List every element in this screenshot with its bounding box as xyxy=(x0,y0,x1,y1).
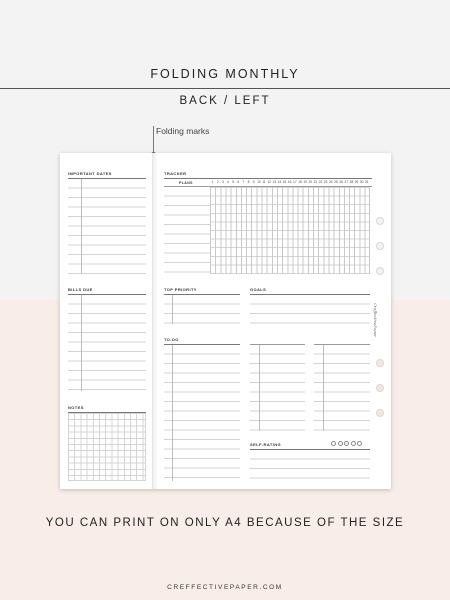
day-25: 25 xyxy=(334,180,338,184)
top-priority-label: TOP PRIORITY xyxy=(164,287,197,292)
rating-circle-1[interactable] xyxy=(331,441,336,446)
day-11: 11 xyxy=(262,180,266,184)
day-10: 10 xyxy=(257,180,261,184)
plans-label: PLANS xyxy=(179,181,193,185)
bills-due-lines xyxy=(68,295,146,391)
day-12: 12 xyxy=(267,180,271,184)
day-7: 7 xyxy=(242,180,245,184)
to-do-label: TO-DO xyxy=(164,337,179,342)
day-5: 5 xyxy=(232,180,235,184)
day-17: 17 xyxy=(293,180,297,184)
day-15: 15 xyxy=(282,180,287,184)
binder-hole-3 xyxy=(376,267,384,275)
self-rating-lines xyxy=(250,450,370,481)
day-2: 2 xyxy=(216,180,219,184)
day-21: 21 xyxy=(313,180,318,184)
day-30: 30 xyxy=(359,180,364,184)
tracker-label: TRACKER xyxy=(164,171,187,176)
day-6: 6 xyxy=(237,180,240,184)
fold-shadow xyxy=(153,153,158,489)
binder-hole-6 xyxy=(376,409,384,417)
website-footer[interactable]: CREFFECTIVEPAPER.COM xyxy=(167,584,283,591)
day-22: 22 xyxy=(318,180,323,184)
important-dates-column xyxy=(81,179,82,274)
day-19: 19 xyxy=(303,180,307,184)
day-1: 1 xyxy=(211,180,214,184)
notes-grid xyxy=(68,413,146,481)
day-26: 26 xyxy=(339,180,343,184)
top-priority-column xyxy=(172,295,173,324)
binder-hole-4 xyxy=(376,359,384,367)
title-divider xyxy=(0,88,450,89)
notes-label: NOTES xyxy=(68,405,84,410)
day-4: 4 xyxy=(227,180,229,184)
rating-circle-2[interactable] xyxy=(338,441,343,446)
to-do-column xyxy=(172,345,173,481)
page-subtitle: BACK / LEFT xyxy=(179,95,271,107)
day-8: 8 xyxy=(247,180,250,184)
day-13: 13 xyxy=(272,180,277,184)
tracker-grid xyxy=(210,187,370,274)
binder-hole-5 xyxy=(376,384,384,392)
day-16: 16 xyxy=(287,180,292,184)
top-priority-lines xyxy=(164,295,240,324)
brand-script-mark: CreffectivePaper xyxy=(373,303,378,338)
self-rating-label: SELF-RATING xyxy=(250,442,281,447)
day-28: 28 xyxy=(349,180,354,184)
tracker-plan-lines xyxy=(164,187,210,274)
to-do-right-column xyxy=(323,345,324,431)
important-dates-label: IMPORTANT DATES xyxy=(68,171,112,176)
day-27: 27 xyxy=(344,180,348,184)
day-31: 31 xyxy=(365,180,369,184)
day-3: 3 xyxy=(221,180,224,184)
day-18: 18 xyxy=(298,180,302,184)
important-dates-lines xyxy=(68,179,146,274)
to-do-middle-column xyxy=(259,345,260,431)
tracker-day-numbers xyxy=(210,180,369,184)
day-24: 24 xyxy=(329,180,333,184)
goals-lines xyxy=(250,295,370,324)
day-29: 29 xyxy=(354,180,359,184)
self-rating-circles xyxy=(331,441,362,446)
rating-circle-5[interactable] xyxy=(357,441,362,446)
goals-label: GOALS xyxy=(250,287,267,292)
day-9: 9 xyxy=(252,180,255,184)
day-20: 20 xyxy=(308,180,313,184)
planner-sheet xyxy=(60,153,391,489)
rating-circle-4[interactable] xyxy=(351,441,356,446)
bills-due-column xyxy=(81,295,82,391)
folding-marks-pointer xyxy=(153,126,154,154)
bills-due-label: BILLS DUE xyxy=(68,287,93,292)
to-do-lines xyxy=(164,345,240,481)
print-size-caption: YOU CAN PRINT ON ONLY A4 BECAUSE OF THE SIZE xyxy=(45,517,405,529)
page-title: FOLDING MONTHLY xyxy=(150,67,300,81)
day-23: 23 xyxy=(323,180,328,184)
day-14: 14 xyxy=(277,180,282,184)
folding-marks-label: Folding marks xyxy=(156,126,210,136)
tracker-rule xyxy=(164,178,372,179)
rating-circle-3[interactable] xyxy=(344,441,349,446)
binder-hole-2 xyxy=(376,242,384,250)
binder-hole-1 xyxy=(376,217,384,225)
